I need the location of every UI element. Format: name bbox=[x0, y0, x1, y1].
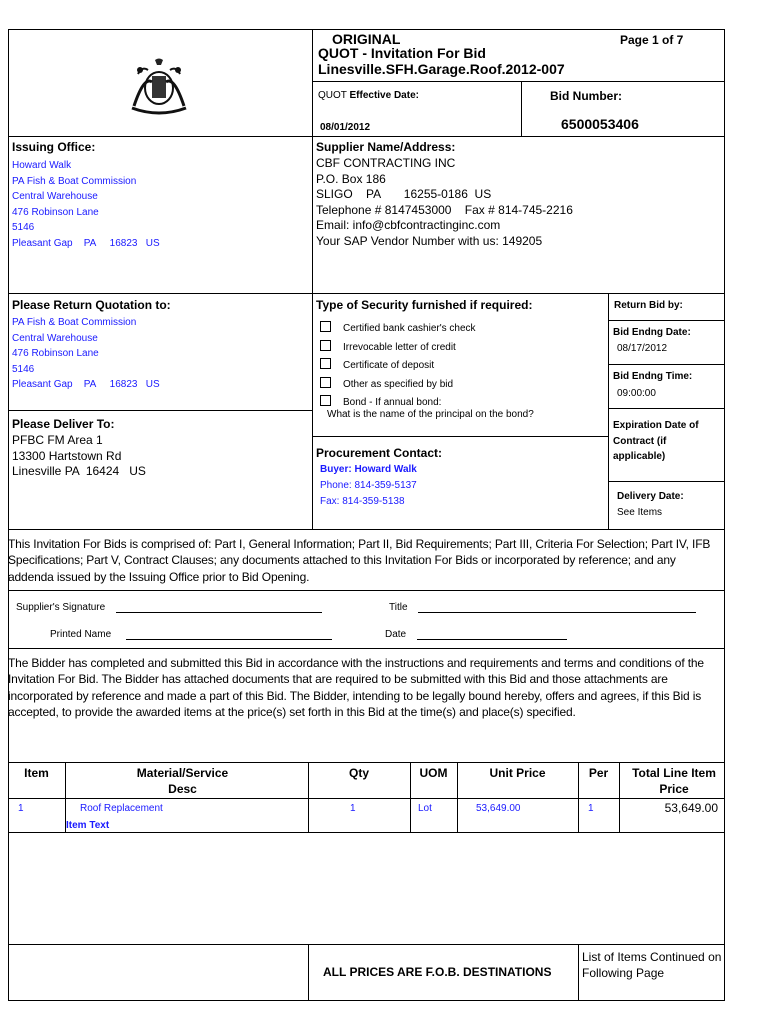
bid-end-time-value: 09:00:00 bbox=[617, 388, 656, 399]
cell-item: 1 bbox=[18, 803, 24, 814]
cell-qty: 1 bbox=[350, 803, 356, 814]
signature-row: Supplier's Signature bbox=[16, 602, 322, 613]
title-field[interactable] bbox=[418, 602, 696, 613]
security-options bbox=[320, 320, 476, 413]
date-field[interactable] bbox=[417, 629, 567, 640]
procurement-contact-info: Buyer: Howard Walk Phone: 814-359-5137 Fax: 814-359-5138 bbox=[320, 464, 417, 507]
supplier-title: Supplier Name/Address: bbox=[316, 140, 456, 154]
cell-total: 53,649.00 bbox=[664, 801, 718, 815]
security-option-letter-of-credit[interactable]: Irrevocable letter of credit bbox=[320, 339, 476, 358]
bidder-paragraph: The Bidder has completed and submitted this Bid in accordance with the instructions and requirements and terms and conditions of the Invitation For Bid. The Bidder has attached documents that are required to be submitted with this Bid and those attachments are incorporated by reference and made a part of this Bid. The Bidder, intending to be legally bound hereby, offers and agrees, if this Bid is accepted, to provide the awarded items at the price(s) set forth in this Bid at the time(s) and place(s) specified. bbox=[8, 656, 704, 720]
bid-number-value: 6500053406 bbox=[561, 116, 639, 132]
effective-date-label: QUOT Effective Date: bbox=[318, 90, 419, 101]
col-header-unit-price: Unit Price bbox=[489, 766, 546, 780]
deliver-to-title: Please Deliver To: bbox=[12, 417, 115, 431]
col-header-total: Total Line Item Price bbox=[632, 766, 716, 796]
security-option-bond[interactable]: Bond - If annual bond: bbox=[320, 394, 476, 413]
delivery-date-label: Delivery Date: bbox=[617, 491, 684, 502]
printed-name-row: Printed Name bbox=[50, 629, 332, 640]
procurement-contact-title: Procurement Contact: bbox=[316, 446, 443, 460]
state-seal-icon bbox=[128, 56, 190, 116]
date-row: Date bbox=[385, 629, 567, 640]
checkbox-icon[interactable] bbox=[320, 358, 331, 369]
cell-per: 1 bbox=[588, 803, 594, 814]
title-row: Title bbox=[389, 602, 696, 613]
status-label: ORIGINAL bbox=[332, 31, 401, 47]
return-quotation-title: Please Return Quotation to: bbox=[12, 298, 171, 312]
col-header-item: Item bbox=[24, 766, 49, 780]
col-header-qty: Qty bbox=[348, 766, 369, 780]
document-title: QUOT - Invitation For Bid bbox=[318, 45, 486, 61]
printed-name-field[interactable] bbox=[126, 629, 332, 640]
security-title: Type of Security furnished if required: bbox=[316, 298, 533, 312]
cell-unit-price: 53,649.00 bbox=[476, 803, 521, 814]
page-indicator: Page 1 of 7 bbox=[620, 33, 684, 47]
checkbox-icon[interactable] bbox=[320, 340, 331, 351]
security-option-cashiers-check[interactable]: Certified bank cashier's check bbox=[320, 320, 476, 339]
bond-principal-question: What is the name of the principal on the bond? bbox=[327, 409, 534, 420]
checkbox-icon[interactable] bbox=[320, 321, 331, 332]
deliver-to-address: PFBC FM Area 1 13300 Hartstown Rd Linesville PA 16424 US bbox=[12, 433, 146, 479]
bid-number-label: Bid Number: bbox=[550, 89, 622, 103]
intro-paragraph: This Invitation For Bids is comprised of: Part I, General Information; Part II, Bid Requirements; Part III, Criteria For Selection; Part IV, IFB Specifications; Part V, Contract Clauses; any documents attached to this Invitation For Bids or incorporated by reference; and any addenda issued by the Issuing Office prior to Bid Opening. bbox=[8, 537, 711, 584]
cell-uom: Lot bbox=[418, 803, 432, 814]
items-continued-note: List of Items Continued on Following Page bbox=[582, 950, 722, 980]
checkbox-icon[interactable] bbox=[320, 377, 331, 388]
supplier-address: CBF CONTRACTING INC P.O. Box 186 SLIGO PA 16255-0186 US Telephone # 8147453000 Fax # 814-745-2216 Email: info@cbfcontractinginc.com Your SAP Vendor Number with us: 149205 bbox=[316, 156, 573, 248]
issuing-office-title: Issuing Office: bbox=[12, 140, 96, 154]
signature-field[interactable] bbox=[116, 602, 322, 613]
bid-end-date-value: 08/17/2012 bbox=[617, 343, 668, 354]
expiration-date-label: Expiration Date of Contract (if applicable) bbox=[613, 420, 699, 462]
return-bid-by-label: Return Bid by: bbox=[614, 300, 683, 311]
col-header-material: Material/Service Desc bbox=[136, 766, 229, 796]
col-header-per: Per bbox=[588, 766, 609, 780]
issuing-office-address: Howard Walk PA Fish & Boat Commission Central Warehouse 476 Robinson Lane 5146 Pleasant Gap PA 16823 US bbox=[12, 160, 160, 249]
col-header-uom: UOM bbox=[419, 766, 448, 780]
checkbox-icon[interactable] bbox=[320, 395, 331, 406]
bid-end-date-label: Bid Endng Date: bbox=[613, 327, 691, 338]
security-option-other[interactable]: Other as specified by bid bbox=[320, 376, 476, 395]
return-quotation-address: PA Fish & Boat Commission Central Warehouse 476 Robinson Lane 5146 Pleasant Gap PA 16823 US bbox=[12, 317, 160, 391]
security-option-certificate-of-deposit[interactable]: Certificate of deposit bbox=[320, 357, 476, 376]
item-text-label: Item Text bbox=[66, 820, 110, 831]
fob-statement: ALL PRICES ARE F.O.B. DESTINATIONS bbox=[323, 965, 552, 979]
document-subtitle: Linesville.SFH.Garage.Roof.2012-007 bbox=[318, 61, 565, 77]
effective-date-value: 08/01/2012 bbox=[320, 122, 371, 133]
delivery-date-value: See Items bbox=[617, 507, 663, 518]
cell-material: Roof Replacement bbox=[80, 803, 163, 814]
bid-end-time-label: Bid Endng Time: bbox=[613, 371, 693, 382]
